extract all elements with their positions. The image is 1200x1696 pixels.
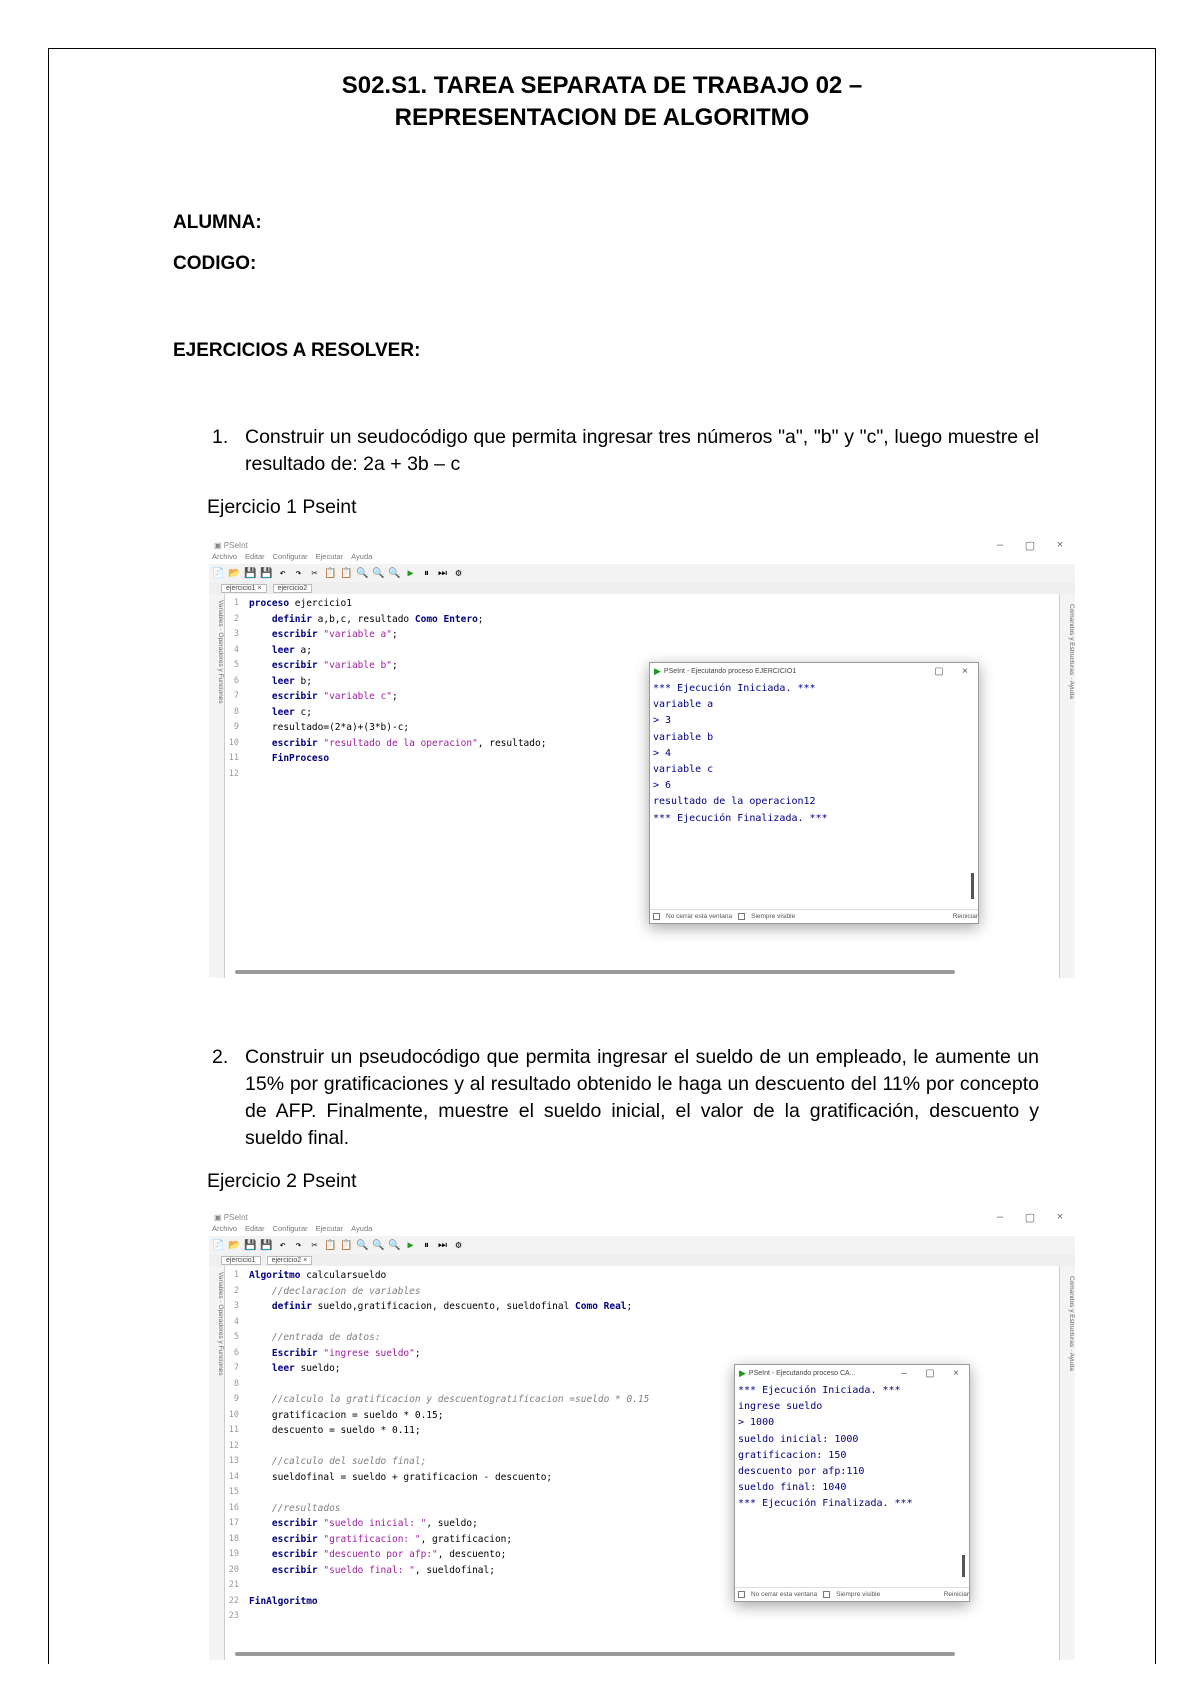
exercise-1-caption: Ejercicio 1 Pseint	[207, 496, 357, 518]
code-text	[249, 1346, 421, 1362]
code-text	[249, 1423, 421, 1439]
code-text	[249, 1361, 341, 1377]
line-number: 19	[228, 1549, 239, 1559]
code-token: "sueldo final: "	[323, 1564, 415, 1576]
menu-item-ejecutar[interactable]: Ejecutar	[315, 1224, 344, 1233]
console-close-button[interactable]: ×	[962, 665, 968, 677]
menu-item-editar[interactable]: Editar	[245, 1224, 265, 1233]
console-titlebar	[650, 663, 978, 679]
toolbar-icon[interactable]: ↷	[295, 567, 302, 579]
minimize-button[interactable]: –	[996, 539, 1004, 551]
menu-item-ayuda[interactable]: Ayuda	[351, 1224, 373, 1233]
code-token: resultado=(2*a)+(3*b)-c;	[249, 722, 410, 733]
console-title: PSeInt - Ejecutando proceso CA...	[748, 1369, 856, 1377]
code-text	[249, 1532, 512, 1548]
line-number: 18	[228, 1533, 239, 1544]
console-output	[650, 679, 978, 829]
keep-open-label: No cerrar esta ventana	[666, 913, 733, 920]
code-text	[249, 1454, 426, 1470]
toolbar-icon[interactable]: 📄	[212, 1239, 225, 1251]
console-line: descuento por afp:110	[738, 1466, 865, 1478]
console-line: ingrese sueldo	[738, 1401, 823, 1413]
code-text	[249, 1547, 506, 1563]
menu-item-configurar[interactable]: Configurar	[272, 552, 308, 561]
code-token: Como Entero	[414, 613, 478, 625]
menu-item-configurar[interactable]: Configurar	[272, 1224, 308, 1233]
code-text	[249, 1284, 421, 1300]
code-text	[249, 1501, 341, 1517]
code-line	[225, 1346, 1059, 1362]
window-titlebar	[209, 1210, 1075, 1224]
console-line: variable c	[653, 764, 714, 776]
console-titlebar	[735, 1365, 969, 1381]
code-text	[249, 1330, 381, 1346]
code-token: calcularsueldo	[306, 1270, 387, 1281]
menu-bar	[209, 552, 1075, 564]
editor-body	[209, 594, 1075, 978]
code-token: , resultado;	[477, 737, 547, 749]
horizontal-scrollbar[interactable]	[235, 970, 955, 974]
line-number: 12	[228, 1440, 239, 1451]
code-token: Algoritmo	[249, 1270, 307, 1281]
editor-tab-1[interactable]: ejercicio1 ×	[221, 584, 267, 593]
toolbar-icon[interactable]: 🔍	[388, 567, 401, 579]
alumna-label: ALUMNA:	[173, 212, 262, 233]
code-token: FinProceso	[249, 753, 330, 764]
line-number: 16	[228, 1502, 239, 1513]
code-text	[249, 658, 398, 674]
line-number: 12	[228, 768, 239, 779]
menu-item-ayuda[interactable]: Ayuda	[351, 552, 373, 561]
code-token: escribir	[249, 1549, 324, 1560]
window-titlebar	[209, 538, 1075, 552]
pseint-window-1	[209, 538, 1075, 978]
line-number: 10	[228, 737, 239, 748]
console-footer	[735, 1587, 969, 1601]
code-token: escribir	[249, 1518, 324, 1529]
toolbar-icon[interactable]: ▶	[407, 567, 414, 579]
code-text	[249, 612, 484, 628]
toolbar	[209, 1236, 1075, 1254]
console-title: PSeInt - Ejecutando proceso EJERCICIO1	[663, 667, 797, 675]
line-number: 6	[233, 675, 239, 686]
code-line	[225, 1284, 1059, 1300]
console-line: > 6	[653, 780, 672, 792]
code-token: escribir	[249, 660, 324, 671]
code-token: ;	[392, 629, 398, 640]
console-line: > 1000	[738, 1417, 775, 1429]
console-line: > 4	[653, 747, 672, 759]
code-line	[225, 612, 1059, 628]
console-output	[735, 1381, 969, 1515]
code-token: descuento = sueldo * 0.11;	[249, 1425, 421, 1436]
horizontal-scrollbar[interactable]	[235, 1652, 955, 1656]
exercise-1-statement	[212, 424, 1039, 478]
always-visible-checkbox[interactable]	[738, 913, 745, 920]
console-maximize-button[interactable]: ▢	[925, 1367, 935, 1379]
code-token: definir	[249, 1301, 318, 1312]
console-line: *** Ejecución Iniciada. ***	[653, 683, 816, 694]
code-text	[249, 751, 329, 767]
code-token: definir	[249, 613, 318, 625]
code-text	[249, 1563, 495, 1579]
line-number: 8	[233, 706, 239, 717]
exercise-1-text: Construir un seudocódigo que permita ingresar tres números "a", "b" y "c", luego muestre el resultado de: 2a + 3b – c	[245, 426, 1039, 475]
toolbar-icon[interactable]: 📋	[324, 1239, 337, 1251]
line-number: 7	[233, 1363, 239, 1373]
left-side-panel[interactable]: Variables · Operadores y Funciones	[209, 1266, 225, 1660]
run-icon: ▶	[739, 1367, 746, 1378]
console-scrollbar[interactable]	[962, 1555, 965, 1577]
right-side-panel[interactable]: Comandos y Estructuras · Ayuda	[1059, 1266, 1075, 1660]
exercise-2-text: Construir un pseudocódigo que permita ingresar el sueldo de un empleado, le aumente un 15% por gratificaciones y al resultado obtenido le haga un descuento del 11% por concepto de AFP. Finalmente, muestre el sueldo inicial, el valor de la gratificación, descuento y sueldo final.	[245, 1046, 1039, 1149]
code-token: "descuento por afp:"	[323, 1549, 438, 1560]
code-text	[249, 1516, 478, 1532]
title-line-1: S02.S1. TAREA SEPARATA DE TRABAJO 02 –	[341, 72, 863, 99]
execution-console	[649, 662, 979, 924]
console-scrollbar[interactable]	[971, 873, 974, 899]
toolbar-icon[interactable]: ⏸	[424, 1239, 429, 1251]
maximize-button[interactable]: ▢	[1024, 539, 1036, 552]
toolbar-icon[interactable]: 📋	[340, 1239, 353, 1251]
code-token: sueldofinal = sueldo + gratificacion - descuento;	[249, 1471, 553, 1483]
code-token: ;	[477, 613, 484, 625]
right-side-panel[interactable]: Comandos y Estructuras · Ayuda	[1059, 594, 1075, 978]
always-visible-label: Siempre visible	[751, 913, 796, 920]
toolbar-icon[interactable]: 💾	[260, 567, 273, 579]
toolbar-icon[interactable]: ↶	[279, 567, 286, 579]
code-line	[225, 1609, 1059, 1625]
menu-item-ejecutar[interactable]: Ejecutar	[315, 552, 344, 561]
codigo-label: CODIGO:	[173, 253, 257, 274]
code-token: FinAlgoritmo	[249, 1595, 318, 1607]
code-token: ;	[392, 691, 398, 702]
toolbar-icon[interactable]: 🔍	[372, 1239, 385, 1251]
toolbar-icon[interactable]: ⏸	[424, 567, 429, 579]
title-line-2: REPRESENTACION DE ALGORITMO	[394, 104, 810, 131]
code-token: "ingrese sueldo"	[323, 1347, 415, 1359]
toolbar-icon[interactable]: ✂	[311, 1239, 318, 1251]
code-line	[225, 643, 1059, 659]
code-line	[225, 627, 1059, 643]
toolbar	[209, 564, 1075, 582]
code-token: escribir	[249, 629, 324, 640]
code-token: //calculo la gratificacion y descuentogratificacion =sueldo * 0.15	[249, 1394, 650, 1405]
code-token: Escribir	[249, 1347, 324, 1359]
run-icon: ▶	[654, 665, 661, 676]
code-token: "resultado de la operacion"	[323, 737, 478, 749]
code-token: gratificacion = sueldo * 0.15;	[249, 1409, 444, 1421]
exercise-2-number: 2.	[212, 1046, 229, 1068]
code-token: ;	[392, 660, 398, 671]
code-token: a,b,c, resultado	[317, 613, 415, 625]
code-token: leer	[249, 644, 301, 656]
line-number: 3	[233, 1301, 239, 1311]
editor-tabs	[209, 582, 1075, 594]
console-line: *** Ejecución Finalizada. ***	[738, 1498, 913, 1510]
keep-open-label: No cerrar esta ventana	[751, 1591, 818, 1598]
toolbar-icon[interactable]: 📂	[228, 567, 241, 579]
line-number: 15	[228, 1487, 239, 1497]
line-number: 21	[228, 1580, 239, 1590]
pseint-window-2	[209, 1210, 1075, 1660]
exercise-2-statement	[212, 1044, 1039, 1152]
code-text	[249, 720, 409, 736]
console-line: variable b	[653, 731, 714, 743]
line-number: 1	[233, 598, 239, 608]
console-line: *** Ejecución Iniciada. ***	[738, 1385, 901, 1396]
code-token: proceso	[249, 598, 295, 609]
code-text	[249, 1470, 552, 1486]
app-title: ▣ PSeInt	[214, 1212, 248, 1222]
code-token: sueldo,gratificacion, descuento, sueldofinal	[317, 1301, 576, 1312]
restart-button[interactable]: Reiniciar	[943, 1591, 969, 1598]
editor-tab-2[interactable]: ejercicio2 ×	[267, 1256, 313, 1265]
code-token: "variable a"	[323, 629, 392, 640]
console-line: resultado de la operacion12	[653, 796, 816, 808]
console-line: sueldo inicial: 1000	[738, 1433, 859, 1445]
toolbar-icon[interactable]: 🔍	[356, 1239, 369, 1251]
document-title	[48, 70, 1156, 134]
line-number: 2	[233, 613, 239, 624]
code-line	[225, 1299, 1059, 1315]
code-token: sueldo;	[300, 1363, 341, 1374]
menu-item-archivo[interactable]: Archivo	[212, 1224, 238, 1233]
code-token: leer	[249, 1363, 301, 1374]
menu-item-editar[interactable]: Editar	[245, 552, 265, 561]
toolbar-icon[interactable]: ↷	[295, 1239, 302, 1251]
console-close-button[interactable]: ×	[953, 1367, 959, 1379]
left-side-panel[interactable]: Variables · Operadores y Funciones	[209, 594, 225, 978]
execution-console	[734, 1364, 970, 1602]
code-text	[249, 1299, 632, 1315]
line-number: 9	[233, 722, 239, 732]
console-maximize-button[interactable]: ▢	[934, 665, 944, 677]
exercise-1-number: 1.	[212, 426, 229, 448]
always-visible-label: Siempre visible	[836, 1591, 881, 1598]
code-token: //declaracion de variables	[249, 1285, 421, 1297]
line-number: 9	[233, 1394, 239, 1404]
toolbar-icon[interactable]: ⚙	[455, 567, 462, 579]
console-line: variable a	[653, 699, 714, 711]
code-token: //entrada de datos:	[249, 1332, 381, 1343]
line-number: 10	[228, 1409, 239, 1420]
editor-tabs	[209, 1254, 1075, 1266]
code-token: , gratificacion;	[420, 1533, 513, 1545]
toolbar-icon[interactable]: 📋	[340, 567, 353, 579]
console-line: > 3	[653, 715, 672, 727]
code-text	[249, 689, 398, 705]
toolbar-icon[interactable]: ↶	[279, 1239, 286, 1251]
line-number: 5	[233, 660, 239, 670]
restart-button[interactable]: Reiniciar	[952, 913, 978, 920]
line-number: 1	[233, 1270, 239, 1280]
code-text	[249, 1594, 318, 1610]
code-line	[225, 1268, 1059, 1284]
exercise-2-caption: Ejercicio 2 Pseint	[207, 1170, 357, 1192]
toolbar-icon[interactable]: ⏭	[438, 1239, 447, 1251]
line-number: 7	[233, 691, 239, 701]
code-token: b;	[300, 675, 312, 687]
code-token: leer	[249, 675, 301, 687]
code-token: escribir	[249, 1564, 324, 1576]
editor-body	[209, 1266, 1075, 1660]
line-number: 23	[228, 1611, 239, 1621]
code-line	[225, 1330, 1059, 1346]
line-number: 4	[233, 1316, 239, 1327]
line-number: 14	[228, 1471, 239, 1482]
toolbar-icon[interactable]: ▶	[407, 1239, 414, 1251]
code-token: c;	[300, 706, 312, 718]
code-line	[225, 596, 1059, 612]
code-token: a;	[300, 644, 312, 656]
toolbar-icon[interactable]: 📋	[324, 567, 337, 579]
code-token: ejercicio1	[294, 598, 352, 609]
line-number: 4	[233, 644, 239, 655]
code-token: , descuento;	[437, 1549, 507, 1560]
code-token: ;	[626, 1301, 633, 1312]
line-number: 13	[228, 1456, 239, 1466]
editor-tab-2[interactable]: ejercicio2	[273, 584, 313, 593]
toolbar-icon[interactable]: 📄	[212, 567, 225, 579]
code-token: Como Real	[575, 1301, 627, 1312]
code-token: leer	[249, 706, 301, 718]
code-token: "gratificacion: "	[323, 1533, 421, 1545]
line-number: 8	[233, 1378, 239, 1389]
console-minimize-button[interactable]: –	[901, 1367, 907, 1379]
line-number: 20	[228, 1564, 239, 1575]
code-text	[249, 736, 546, 752]
console-footer	[650, 909, 978, 923]
code-token: escribir	[249, 737, 324, 749]
keep-open-checkbox[interactable]	[738, 1591, 745, 1598]
close-button[interactable]: ×	[1056, 539, 1064, 551]
code-text	[249, 1268, 386, 1284]
code-token: //calculo del sueldo final;	[249, 1456, 427, 1467]
toolbar-icon[interactable]: ✂	[311, 567, 318, 579]
code-token: "variable c"	[323, 691, 392, 702]
editor-tab-1[interactable]: ejercicio1	[221, 1256, 261, 1265]
toolbar-icon[interactable]: 📂	[228, 1239, 241, 1251]
always-visible-checkbox[interactable]	[823, 1591, 830, 1598]
keep-open-checkbox[interactable]	[653, 913, 660, 920]
code-token: escribir	[249, 1533, 324, 1545]
line-number: 2	[233, 1285, 239, 1296]
toolbar-icon[interactable]: 🔍	[372, 567, 385, 579]
maximize-button[interactable]: ▢	[1024, 1211, 1036, 1224]
code-text	[249, 705, 312, 721]
line-number: 3	[233, 629, 239, 639]
line-number: 6	[233, 1347, 239, 1358]
toolbar-icon[interactable]: 💾	[244, 1239, 257, 1251]
close-button[interactable]: ×	[1056, 1211, 1064, 1223]
menu-bar	[209, 1224, 1075, 1236]
line-number: 5	[233, 1332, 239, 1342]
console-line: *** Ejecución Finalizada. ***	[653, 812, 828, 824]
toolbar-icon[interactable]: 💾	[260, 1239, 273, 1251]
toolbar-icon[interactable]: ⏭	[438, 567, 447, 579]
console-line: sueldo final: 1040	[738, 1482, 847, 1494]
code-token: escribir	[249, 691, 324, 702]
line-number: 17	[228, 1518, 239, 1528]
section-heading: EJERCICIOS A RESOLVER:	[173, 340, 421, 361]
console-line: gratificacion: 150	[738, 1449, 847, 1461]
toolbar-icon[interactable]: 🔍	[388, 1239, 401, 1251]
line-number: 11	[228, 753, 239, 763]
code-text	[249, 674, 312, 690]
code-token: , sueldofinal;	[414, 1564, 495, 1576]
app-title: ▣ PSeInt	[214, 540, 248, 550]
code-token: "variable b"	[323, 660, 392, 671]
line-number: 11	[228, 1425, 239, 1435]
minimize-button[interactable]: –	[996, 1211, 1004, 1223]
code-text	[249, 627, 398, 643]
code-token: ;	[414, 1347, 421, 1359]
toolbar-icon[interactable]: 💾	[244, 567, 257, 579]
code-text	[249, 1408, 443, 1424]
code-text	[249, 643, 312, 659]
menu-item-archivo[interactable]: Archivo	[212, 552, 238, 561]
code-text	[249, 1392, 649, 1408]
code-line	[225, 1315, 1059, 1331]
code-token: , sueldo;	[426, 1518, 478, 1529]
line-number: 22	[228, 1595, 239, 1606]
toolbar-icon[interactable]: 🔍	[356, 567, 369, 579]
code-token: //resultados	[249, 1502, 341, 1514]
toolbar-icon[interactable]: ⚙	[455, 1239, 462, 1251]
code-text	[249, 596, 352, 612]
code-token: "sueldo inicial: "	[323, 1518, 427, 1529]
